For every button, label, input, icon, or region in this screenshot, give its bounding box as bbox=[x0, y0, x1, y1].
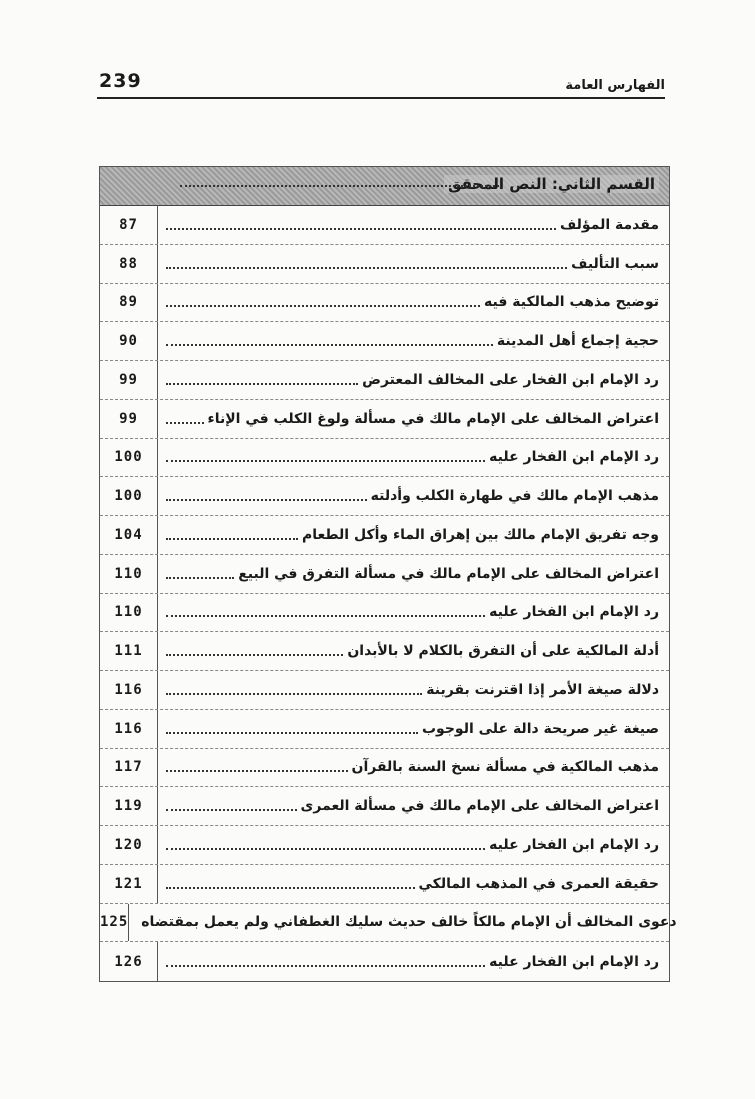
dot-leader bbox=[166, 965, 485, 967]
toc-entry-title: مقدمة المؤلف bbox=[559, 216, 659, 233]
dot-leader bbox=[166, 344, 493, 346]
toc-page-number: 116 bbox=[100, 710, 158, 748]
toc-entry-title: رد الإمام ابن الفخار على المخالف المعترض bbox=[362, 371, 659, 388]
toc-page-number: 110 bbox=[100, 555, 158, 593]
toc-row bbox=[100, 749, 669, 788]
dot-leader bbox=[166, 460, 485, 462]
page-number: 239 bbox=[99, 70, 142, 92]
dot-leader bbox=[166, 305, 480, 307]
toc-page-number: 121 bbox=[100, 865, 158, 903]
toc-page-number: 104 bbox=[100, 516, 158, 554]
toc-row bbox=[100, 439, 669, 478]
toc-row bbox=[100, 206, 669, 245]
toc-row bbox=[100, 594, 669, 633]
toc-page-number: 120 bbox=[100, 826, 158, 864]
toc-table bbox=[99, 166, 677, 982]
toc-entry-cell bbox=[158, 787, 669, 825]
toc-row bbox=[100, 632, 669, 671]
toc-page-number: 117 bbox=[100, 749, 158, 787]
dot-leader bbox=[166, 228, 556, 230]
toc-entry-cell bbox=[158, 361, 669, 399]
toc-page-number: 99 bbox=[100, 361, 158, 399]
dot-leader bbox=[166, 809, 297, 811]
toc-entry-title: مذهب المالكية في مسألة نسخ السنة بالقرآن bbox=[351, 759, 659, 776]
section-title: القسم الثاني: النص المحقق bbox=[444, 175, 659, 193]
running-head bbox=[97, 70, 665, 96]
toc-entry-cell bbox=[158, 245, 669, 283]
dot-leader bbox=[166, 422, 204, 424]
dot-leader bbox=[166, 383, 358, 385]
dot-leader bbox=[166, 267, 567, 269]
toc-row bbox=[100, 904, 677, 943]
toc-page-number: 126 bbox=[100, 942, 158, 981]
toc-entry-cell bbox=[158, 826, 669, 864]
toc-entry-title: توضيح مذهب المالكية فيه bbox=[484, 294, 659, 311]
toc-row bbox=[100, 942, 669, 981]
toc-row bbox=[100, 865, 669, 904]
toc-entry-cell bbox=[158, 942, 669, 981]
dot-leader bbox=[166, 615, 485, 617]
toc-page-number: 119 bbox=[100, 787, 158, 825]
toc-entry-cell bbox=[158, 710, 669, 748]
toc-entry-cell bbox=[158, 555, 669, 593]
toc-entry-title: دلالة صيغة الأمر إذا اقترنت بقرينة bbox=[426, 681, 659, 698]
toc-row bbox=[100, 516, 669, 555]
toc-entry-cell bbox=[158, 516, 669, 554]
toc-page-number: 90 bbox=[100, 322, 158, 360]
toc-page-number: 99 bbox=[100, 400, 158, 438]
toc-row bbox=[100, 245, 669, 284]
toc-row bbox=[100, 477, 669, 516]
toc-entry-title: وجه تفريق الإمام مالك بين إهراق الماء وأكل الطعام bbox=[301, 526, 659, 543]
toc-entry-cell bbox=[158, 749, 669, 787]
section-header bbox=[100, 167, 669, 206]
toc-row bbox=[100, 322, 669, 361]
toc-entry-title: اعتراض المخالف على الإمام مالك في مسألة العمرى bbox=[300, 798, 659, 815]
header-rule bbox=[97, 97, 665, 99]
toc-entry-cell bbox=[129, 904, 686, 942]
toc-entry-cell bbox=[158, 322, 669, 360]
toc-entry-title: اعتراض المخالف على الإمام مالك في مسألة التفرق في البيع bbox=[238, 565, 659, 582]
dot-leader bbox=[166, 538, 298, 540]
toc-page-number: 110 bbox=[100, 594, 158, 632]
toc-page-number: 125 bbox=[100, 904, 129, 942]
toc-entry-title: رد الإمام ابن الفخار عليه bbox=[489, 953, 659, 970]
toc-entry-title: مذهب الإمام مالك في طهارة الكلب وأدلته bbox=[370, 488, 659, 505]
toc-row bbox=[100, 284, 669, 323]
toc-page-number: 100 bbox=[100, 477, 158, 515]
toc-entry-title: أدلة المالكية على أن التفرق بالكلام لا بالأبدان bbox=[347, 643, 659, 660]
toc-page-number: 116 bbox=[100, 671, 158, 709]
dot-leader bbox=[166, 693, 422, 695]
toc-entry-cell bbox=[158, 206, 669, 244]
toc-entry-cell bbox=[158, 400, 669, 438]
toc-row bbox=[100, 826, 669, 865]
dot-leader bbox=[166, 770, 348, 772]
dot-leader bbox=[166, 499, 367, 501]
toc-rows bbox=[100, 206, 677, 981]
toc-row bbox=[100, 787, 669, 826]
toc-entry-cell bbox=[158, 439, 669, 477]
toc-page-number: 88 bbox=[100, 245, 158, 283]
toc-entry-cell bbox=[158, 865, 669, 903]
section-header-leader bbox=[180, 185, 499, 187]
dot-leader bbox=[166, 887, 415, 889]
dot-leader bbox=[166, 654, 343, 656]
dot-leader bbox=[166, 732, 418, 734]
dot-leader bbox=[166, 848, 485, 850]
dot-leader bbox=[166, 577, 234, 579]
toc-entry-cell bbox=[158, 594, 669, 632]
toc-entry-title: اعتراض المخالف على الإمام مالك في مسألة ولوغ الكلب في الإناء bbox=[207, 410, 659, 427]
toc-row bbox=[100, 361, 669, 400]
toc-page-number: 87 bbox=[100, 206, 158, 244]
toc-row bbox=[100, 671, 669, 710]
toc-entry-title: صيغة غير صريحة دالة على الوجوب bbox=[421, 720, 659, 737]
toc-entry-title: رد الإمام ابن الفخار عليه bbox=[489, 836, 659, 853]
toc-page-number: 100 bbox=[100, 439, 158, 477]
toc-entry-title: حقيقة العمرى في المذهب المالكي bbox=[418, 875, 659, 892]
toc-entry-title: رد الإمام ابن الفخار عليه bbox=[489, 449, 659, 466]
toc-entry-cell bbox=[158, 671, 669, 709]
toc-entry-title: دعوى المخالف أن الإمام مالكاً خالف حديث سليك الغطفاني ولم يعمل بمقتضاه bbox=[141, 914, 677, 931]
toc-entry-cell bbox=[158, 477, 669, 515]
toc-page-number: 89 bbox=[100, 284, 158, 322]
toc-row bbox=[100, 400, 669, 439]
toc-entry-title: سبب التأليف bbox=[571, 255, 659, 272]
toc-entry-title: حجية إجماع أهل المدينة bbox=[496, 333, 659, 350]
toc-entry-cell bbox=[158, 632, 669, 670]
toc-entry-title: رد الإمام ابن الفخار عليه bbox=[489, 604, 659, 621]
toc-row bbox=[100, 710, 669, 749]
running-title: الفهارس العامة bbox=[565, 78, 665, 93]
toc-page-number: 111 bbox=[100, 632, 158, 670]
toc-entry-cell bbox=[158, 284, 669, 322]
toc-row bbox=[100, 555, 669, 594]
